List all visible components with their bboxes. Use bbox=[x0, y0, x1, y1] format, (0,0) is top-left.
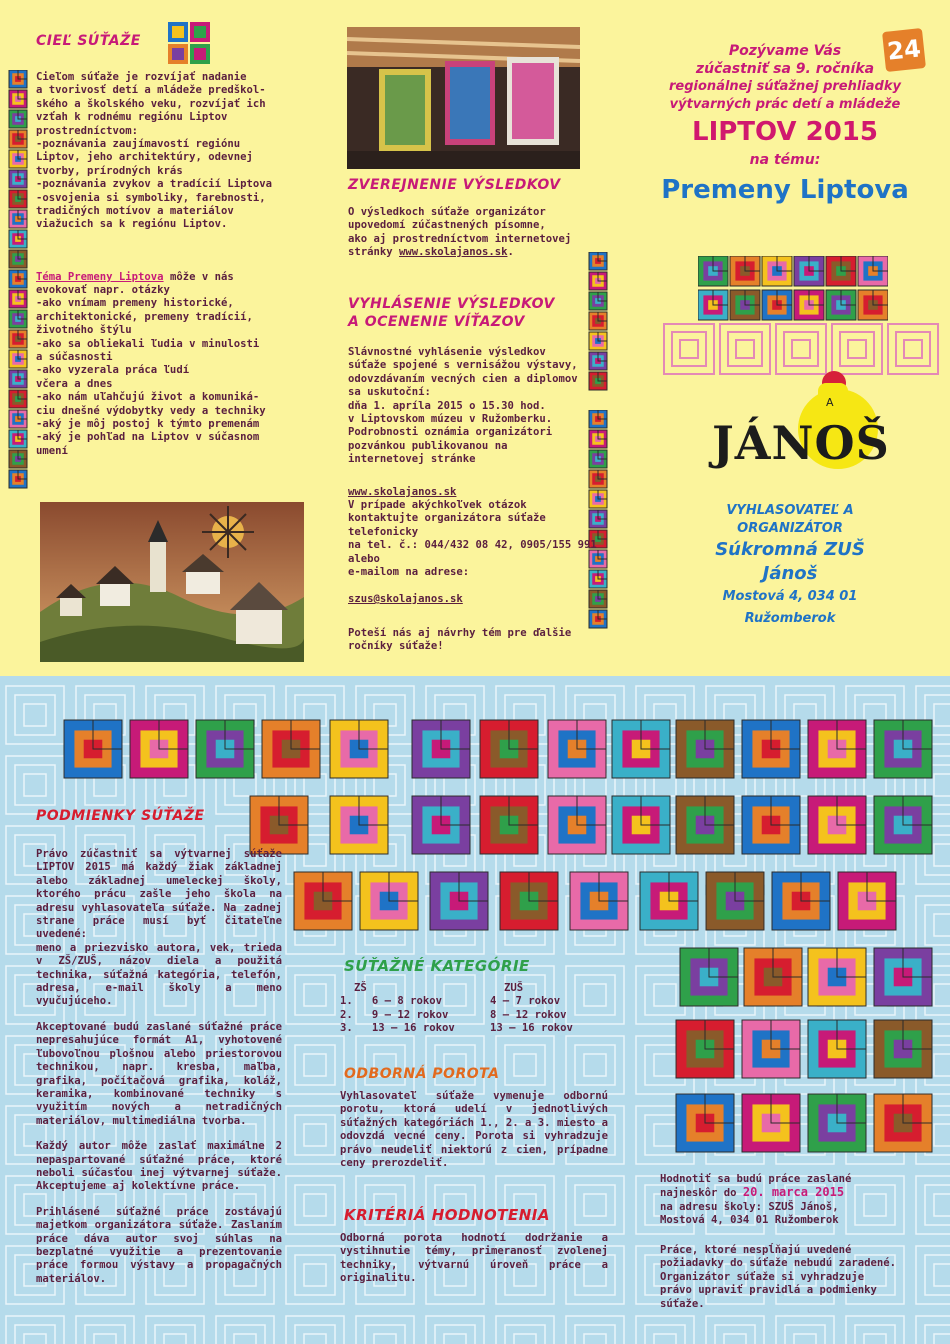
event-title: LIPTOV 2015 bbox=[692, 117, 878, 147]
theme-link[interactable]: Téma Premeny Liptova bbox=[36, 271, 164, 283]
invite-line-2: zúčastniť sa 9. ročníka bbox=[695, 61, 875, 77]
theme-line bbox=[36, 271, 336, 284]
conditions-p3: Každý autor môže zaslať maximálne 2 nepaspartované súťažné práce, ktoré neboli súčasťou inej výtvarnej súťaže. Akceptujeme aj kolektívne práce. bbox=[36, 1140, 282, 1193]
conditions-heading: PODMIENKY SÚŤAŽE bbox=[36, 808, 205, 824]
conditions-p2: Akceptované budú zaslané súťažné práce nepresahujúce formát A1, vyhotovené ľubovoľnou plošnou alebo priestorovou technikou, napr. kresba, maľba, grafika, počítačová grafika, koláž, keramika, kombinované techniky s využitím nových a netradičných materiálov, multimediálna tvorba. bbox=[36, 1020, 282, 1127]
deadline-note: Práce, ktoré nespĺňajú uvedené požiadavky do súťaže nebudú zaradené. Organizátor súťaže si vyhradzuje právo upraviť pravidlá a podmienky súťaže. bbox=[660, 1244, 896, 1310]
ornament-strip-icon bbox=[8, 70, 28, 500]
announce-heading-1: VYHLÁSENIE VÝSLEDKOV bbox=[348, 296, 555, 312]
deadline-before: Hodnotiť sa budú práce zaslané najneskôr do bbox=[660, 1173, 852, 1200]
zus-cat-3: 13 – 16 rokov bbox=[490, 1022, 573, 1035]
announce-closing: Poteší nás aj návrhy tém pre ďalšie ročníky súťaže! bbox=[348, 627, 572, 653]
invite-line-1: Pozývame Vás bbox=[728, 43, 842, 59]
ornament-icon bbox=[168, 22, 212, 66]
organizer-name-2: Jánoš bbox=[762, 563, 818, 584]
theme-label: na tému: bbox=[749, 152, 821, 168]
logo-mark: A bbox=[826, 396, 834, 409]
organizer-label-2: ORGANIZÁTOR bbox=[737, 521, 843, 536]
zus-cat-1: 4 – 7 rokov bbox=[490, 995, 561, 1008]
theme-title: Premeny Liptova bbox=[661, 175, 909, 205]
organizer-name-1: Súkromná ZUŠ bbox=[715, 539, 865, 560]
publication-body bbox=[348, 206, 598, 260]
categories-row bbox=[340, 1009, 610, 1022]
left-ornament-strip bbox=[8, 70, 28, 500]
logo-text: JÁNOŠ bbox=[712, 416, 890, 470]
zus-cat-2: 8 – 12 rokov bbox=[490, 1008, 567, 1021]
village-painting-icon bbox=[40, 502, 304, 662]
conditions-body bbox=[36, 848, 282, 1286]
deadline-block bbox=[660, 1173, 930, 1228]
deadline-date: 20. marca 2015 bbox=[742, 1185, 845, 1200]
tiles-icon bbox=[698, 256, 888, 322]
invite-block bbox=[640, 42, 930, 210]
categories-table bbox=[340, 982, 610, 1036]
deadline-after: na adresu školy: SZUŠ Jánoš, Mostová 4, 034 01 Ružomberok bbox=[660, 1200, 839, 1227]
organizer-label-1: VYHLASOVATEĽ A bbox=[726, 503, 854, 518]
jury-heading: ODBORNÁ POROTA bbox=[344, 1066, 500, 1082]
announce-body-1: Slávnostné vyhlásenie výsledkov súťaže spojené s vernisážou výstavy, odovzdávaním vecných cien a diplomov sa uskutoční: dňa 1. apríla 2015 o 15.30 hod. v Liptovskom múzeu v Ružomberku. Podrobnosti oznámia organizátori pozvánkou publikovanou na internetovej stránke bbox=[348, 346, 578, 466]
publication-text: O výsledkoch súťaže organizátor upovedomí zúčastnených písomne, ako aj prostredníctvom internetovej stránky bbox=[348, 206, 572, 259]
publication-heading: ZVEREJNENIE VÝSLEDKOV bbox=[348, 177, 561, 193]
categories-header-row bbox=[340, 982, 610, 995]
criteria-heading: KRITÉRIÁ HODNOTENIA bbox=[344, 1206, 550, 1224]
goal-heading: CIEĽ SÚŤAŽE bbox=[36, 33, 141, 49]
categories-row bbox=[340, 995, 610, 1008]
criteria-body: Odborná porota hodnotí dodržanie a vystihnutie témy, primeranosť zvolenej techniky, výtvarnú úroveň práce a originalitu. bbox=[340, 1232, 608, 1285]
categories-row bbox=[340, 1022, 610, 1035]
goal-body: Cieľom súťaže je rozvíjať nadanie a tvorivosť detí a mládeže predškol- ského a školského veku, rozvíjať ich vzťah k rodnému regiónu Liptov prostredníctvom: -poznávania zaujímavostí regiónu Liptov, jeho architektúry, odevnej tvorby, prírodných krás -poznávania zvykov a tradícií Liptova -osvojenia si symboliky, farebnosti, tradičných motívov a materiálov viažucich sa k regiónu Liptov. bbox=[36, 71, 272, 231]
publication-after: . bbox=[507, 246, 514, 259]
zs-header: ZŠ bbox=[354, 982, 367, 994]
announce-link[interactable]: www.skolajanos.sk bbox=[348, 486, 457, 498]
zs-cat-2: 2. 9 – 12 rokov bbox=[340, 1008, 449, 1021]
badge-text: 24 bbox=[885, 34, 923, 66]
conditions-p4: Prihlásené súťažné práce zostávajú majetkom organizátora súťaže. Zaslaním práce dáva autor svoj súhlas na bezplatné využitie a prezentovanie práce formou výstavy a propagačných materiálov. bbox=[36, 1205, 282, 1285]
tiles-top-right bbox=[698, 256, 888, 322]
announce-body-2: V prípade akýchkoľvek otázok kontaktujte organizátora súťaže telefonicky na tel. č.: 044/432 08 42, 0905/155 991 alebo e-mailom na adrese: bbox=[348, 499, 597, 579]
conditions-p1: Právo zúčastniť sa výtvarnej súťaže LIPTOV 2015 má každý žiak základnej alebo základnej umeleckej školy, ktorého prácu zašle jeho škola na adresu vyhlasovateľa súťaže. Na zadnej strane práce musí byť čitateľne uvedené: meno a priezvisko autora, vek, trieda v ZŠ/ZUŠ, názov diela a použitá technika, súťažná kategória, telefón, adresa, e-mail školy a meno vyučujúceho. bbox=[36, 848, 282, 1008]
jury-body: Vyhlasovateľ súťaže vymenuje odbornú porotu, ktorá udelí v jednotlivých súťažných kategóriách 1., 2. a 3. miesto a odovzdá vecné ceny. Porota si vyhradzuje právo neudeliť niektorú z cien, prípadne ceny prerozdeliť. bbox=[340, 1090, 608, 1170]
goal-heading-ornament bbox=[168, 22, 212, 66]
theme-rest: môže v nás bbox=[163, 271, 234, 283]
zs-cat-1: 1. 6 – 8 rokov bbox=[340, 995, 443, 1008]
exhibition-photo-icon bbox=[347, 27, 580, 169]
publication-link[interactable]: www.skolajanos.sk bbox=[399, 246, 508, 259]
invite-line-4: výtvarných prác detí a mládeže bbox=[669, 97, 901, 112]
organizer-address: Mostová 4, 034 01 Ružomberok bbox=[722, 589, 858, 626]
categories-heading: SÚŤAŽNÉ KATEGÓRIE bbox=[344, 957, 530, 975]
zs-cat-3: 3. 13 – 16 rokov bbox=[340, 1022, 455, 1035]
zus-header: ZUŠ bbox=[504, 982, 524, 994]
artwork-village-image bbox=[40, 502, 304, 662]
invite-line-3: regionálnej súťažnej prehliadky bbox=[669, 79, 901, 94]
announce-heading-2: A OCENENIE VÍŤAZOV bbox=[348, 314, 525, 330]
theme-body: evokovať napr. otázky -ako vnímam premeny historické, architektonické, premeny tradícií, životného štýlu -ako sa obliekali ľudia v minulosti a súčasnosti -ako vyzerala práca ľudí včera a dnes -ako nám uľahčujú život a komuniká- ciu dnešné výdobytky vedy a techniky -aký je môj postoj k týmto premenám -aký je pohľad na Liptov v súčasnom umení bbox=[36, 284, 266, 457]
bottom-panel bbox=[0, 676, 950, 1344]
organizer-block bbox=[680, 502, 900, 630]
exhibition-photo bbox=[347, 27, 580, 169]
announce-email[interactable]: szus@skolajanos.sk bbox=[348, 593, 463, 605]
